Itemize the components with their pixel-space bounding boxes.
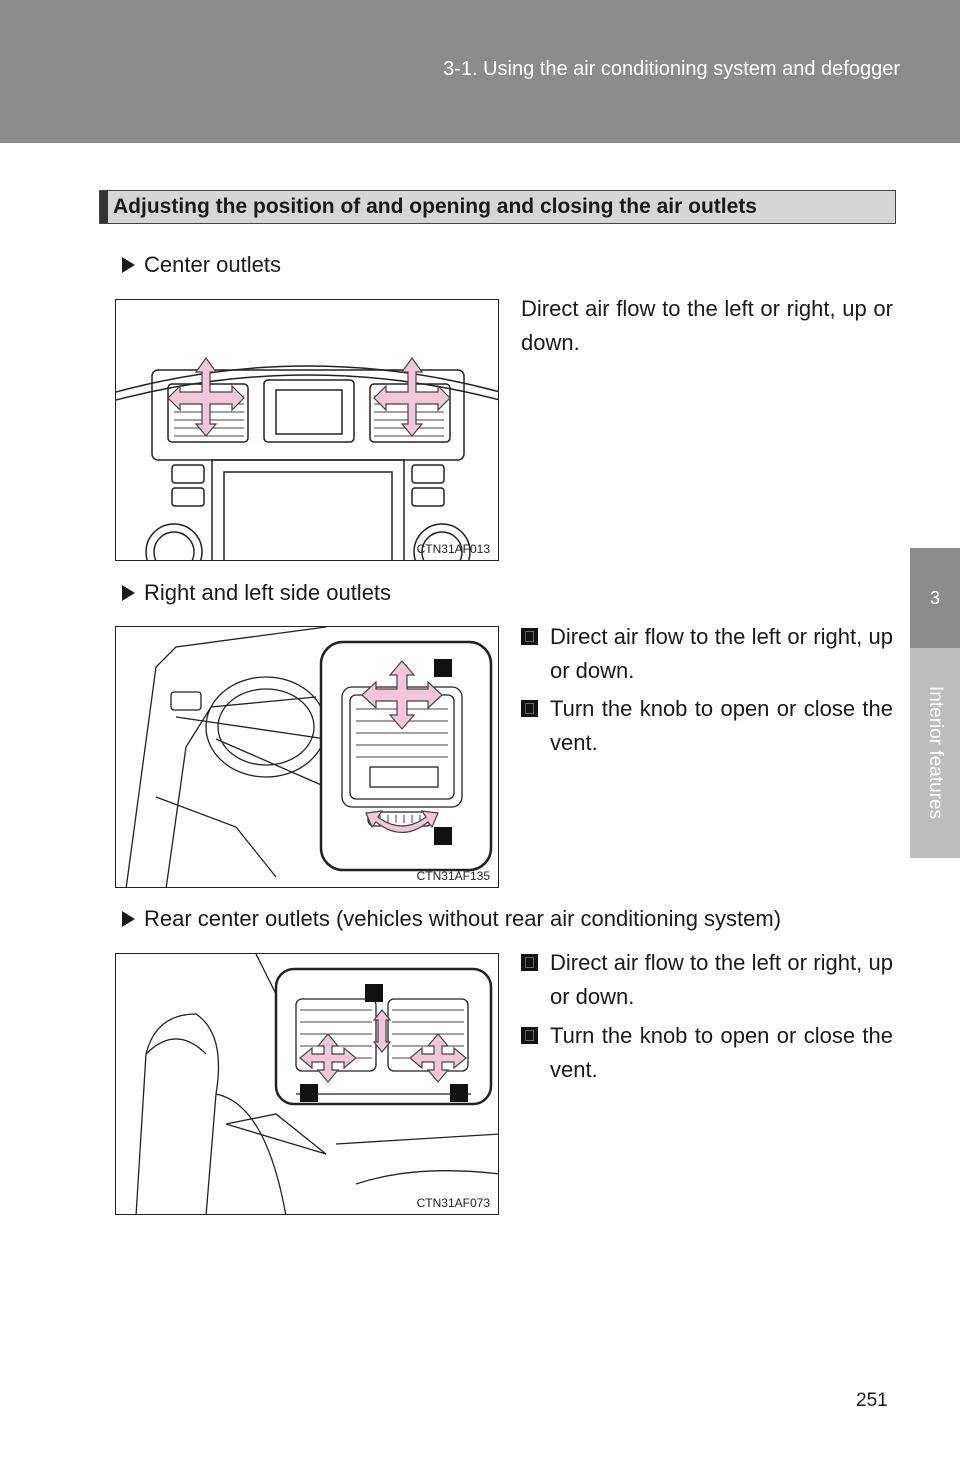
page-number: 251	[856, 1390, 888, 1411]
callout-2-icon	[434, 827, 452, 845]
rear-item-1	[521, 946, 893, 1014]
figure-rear-outlets	[115, 953, 499, 1215]
subheading-center-text: Center outlets	[144, 252, 281, 277]
center-outlets-illustration	[116, 300, 499, 561]
section-heading	[99, 190, 896, 224]
side-outlets-illustration	[116, 627, 499, 888]
triangle-bullet-icon	[122, 257, 135, 273]
figure-code: CTN31AF135	[416, 869, 490, 883]
triangle-bullet-icon	[122, 911, 135, 927]
figure-code: CTN31AF073	[416, 1196, 490, 1210]
subheading-rear-text: Rear center outlets (vehicles without rear air conditioning system)	[144, 906, 782, 931]
figure-code: CTN31AF013	[416, 542, 490, 556]
side-item-1	[521, 620, 893, 688]
callout-1-left-icon	[300, 1084, 318, 1102]
subheading-center	[122, 252, 281, 278]
figure-center-outlets	[115, 299, 499, 561]
side-item-2-text: Turn the knob to open or close the vent.	[550, 696, 893, 755]
rear-item-1-text: Direct air flow to the left or right, up or down.	[550, 950, 893, 1009]
number-1-icon	[521, 628, 538, 645]
subheading-side-text: Right and left side outlets	[144, 580, 392, 605]
side-item-2	[521, 692, 893, 760]
triangle-bullet-icon	[122, 585, 135, 601]
center-description: Direct air flow to the left or right, up or down.	[521, 296, 893, 355]
callout-1-icon	[434, 659, 452, 677]
subheading-side	[122, 580, 391, 606]
subheading-rear	[122, 906, 781, 932]
rear-item-2-text: Turn the knob to open or close the vent.	[550, 1023, 893, 1082]
number-2-icon	[521, 1027, 538, 1044]
figure-side-outlets	[115, 626, 499, 888]
chapter-side-label: Interior features	[925, 686, 946, 820]
page-header	[0, 0, 960, 143]
rear-item-2	[521, 1019, 893, 1087]
chapter-title: 3-1. Using the air conditioning system and defogger	[443, 58, 900, 80]
callout-2-icon	[365, 984, 383, 1002]
number-2-icon	[521, 700, 538, 717]
rear-outlets-illustration	[116, 954, 499, 1215]
chapter-number-tab: 3	[910, 548, 960, 648]
section-heading-bar	[100, 191, 108, 223]
side-item-1-text: Direct air flow to the left or right, up or down.	[550, 624, 893, 683]
callout-1-right-icon	[450, 1084, 468, 1102]
section-heading-text: Adjusting the position of and opening and closing the air outlets	[113, 195, 757, 218]
number-1-icon	[521, 954, 538, 971]
